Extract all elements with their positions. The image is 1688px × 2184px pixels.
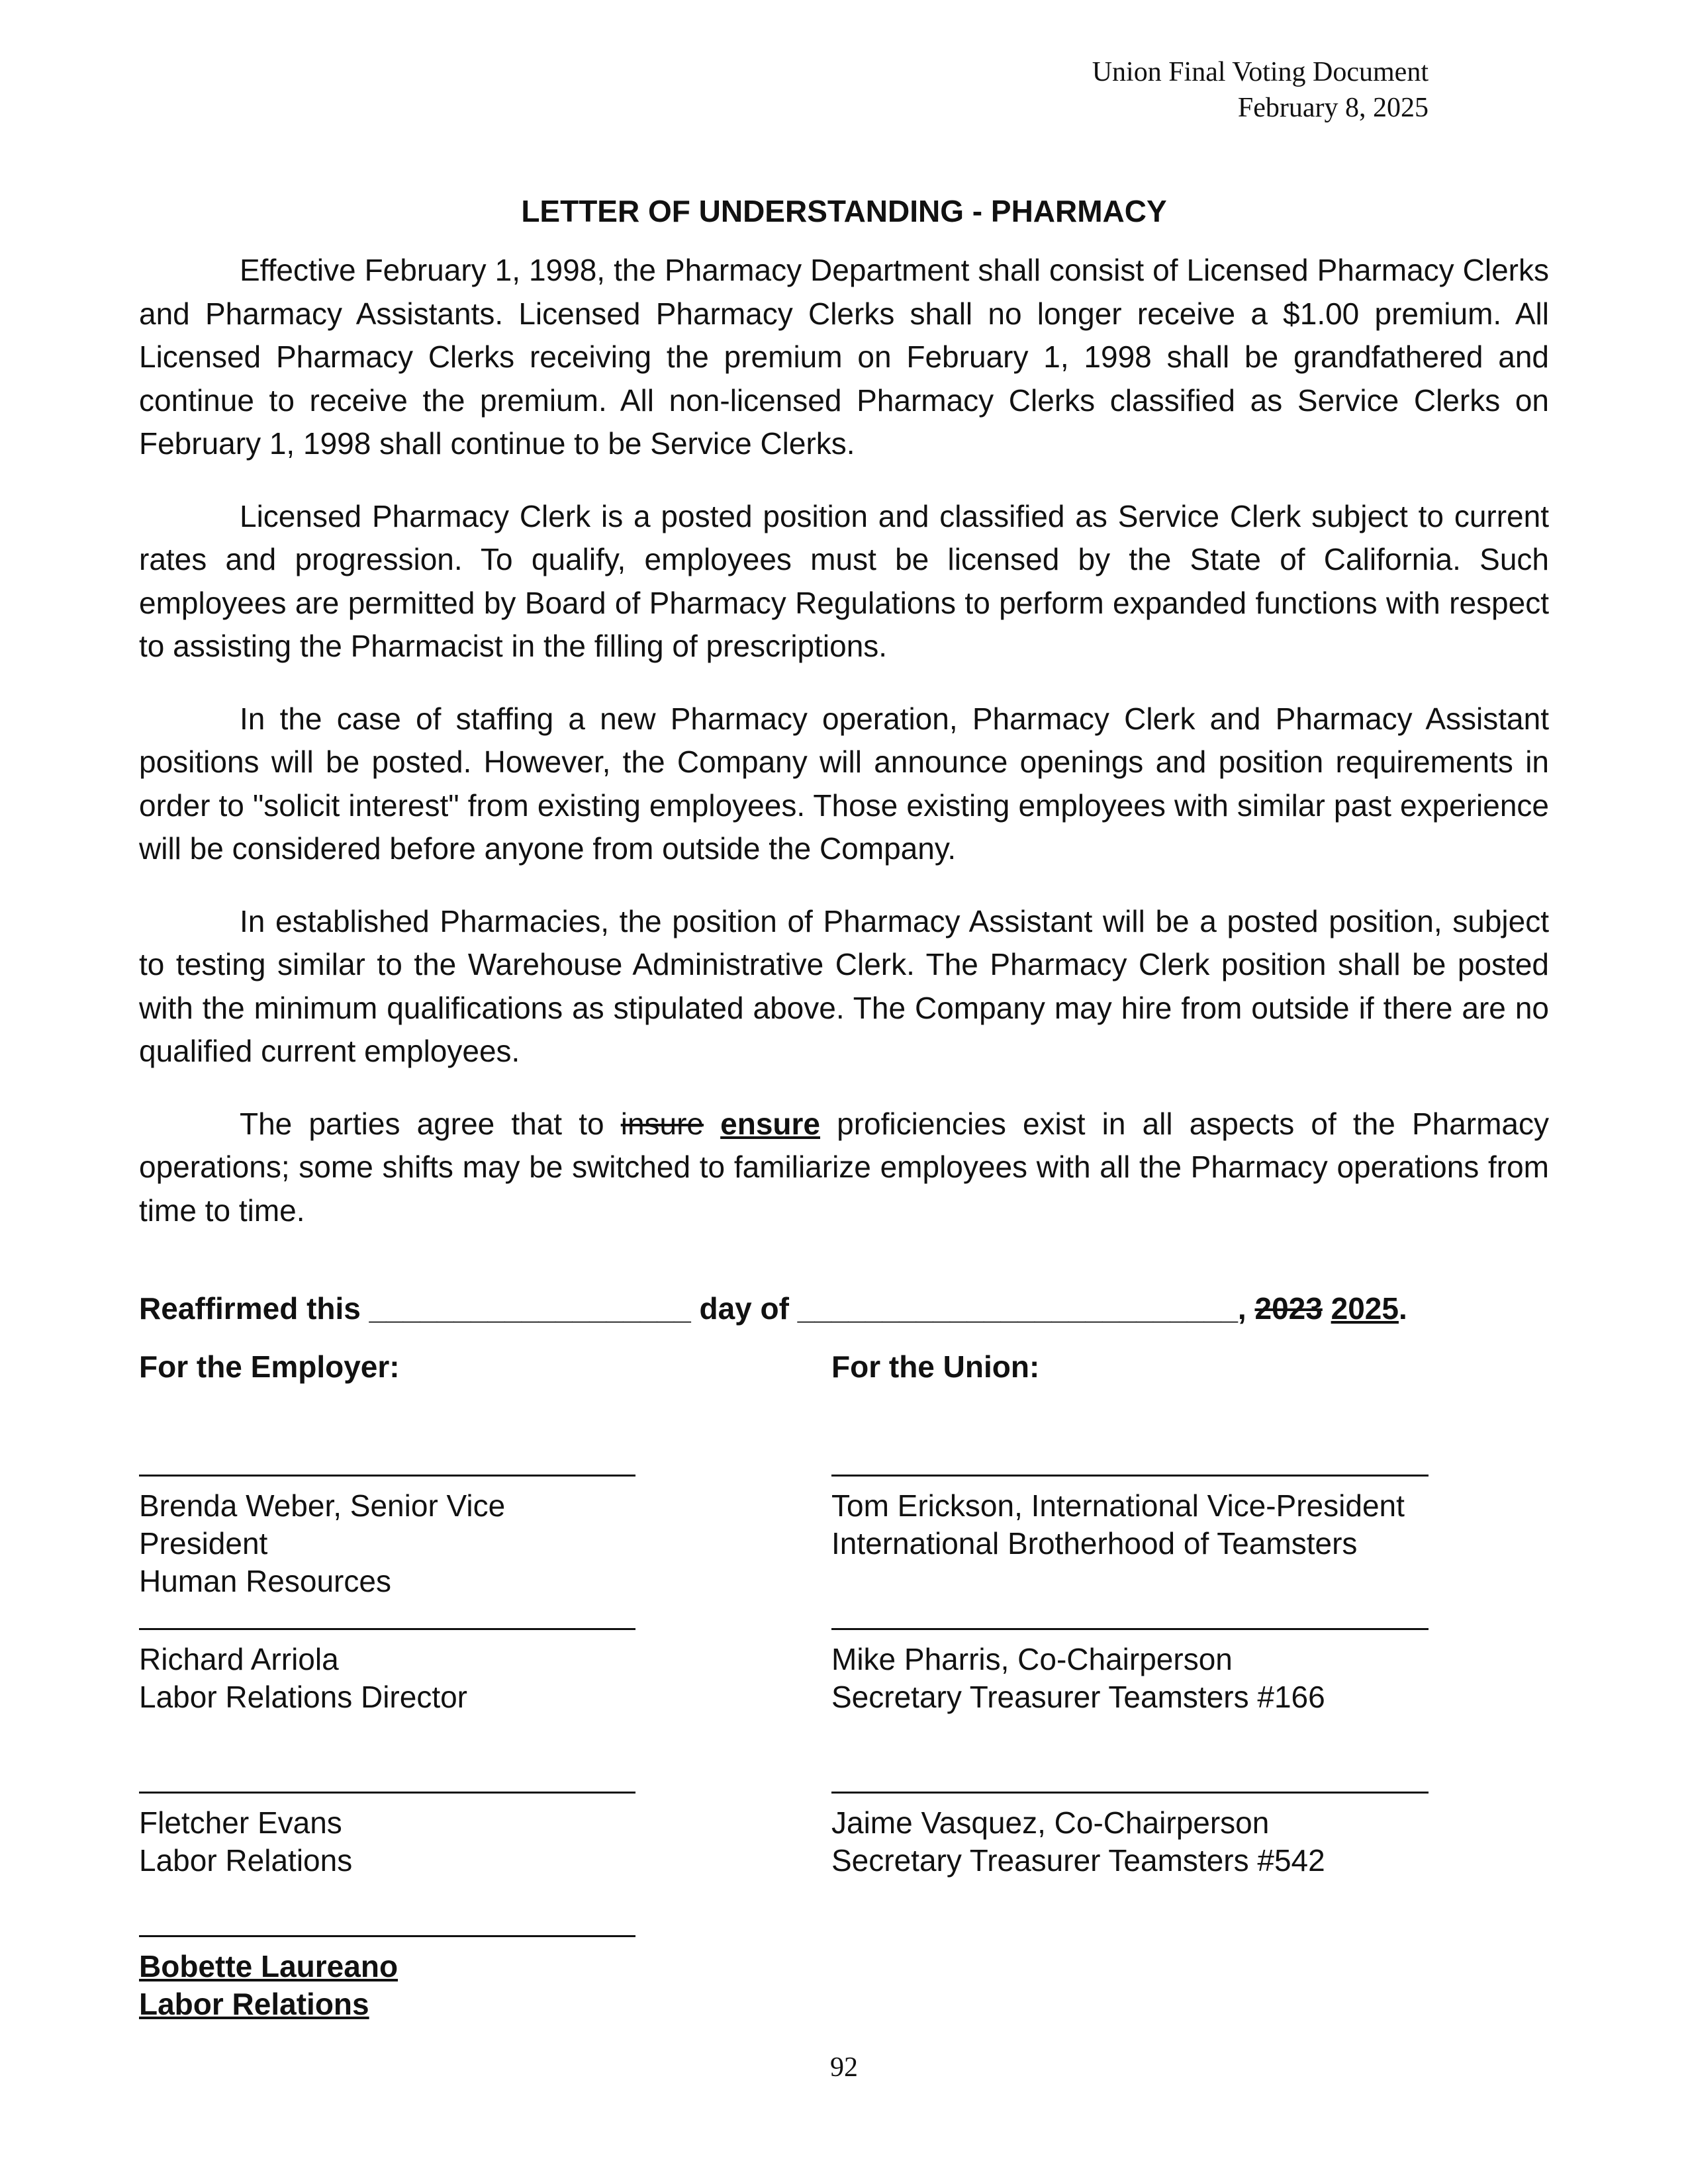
document-title: LETTER OF UNDERSTANDING - PHARMACY [521, 194, 1167, 228]
reaffirm-comma: , [1237, 1291, 1246, 1326]
signature-line[interactable] [831, 1475, 1429, 1477]
signatory-title: Secretary Treasurer Teamsters #166 [831, 1680, 1325, 1714]
page-number: 92 [830, 2052, 858, 2083]
signature-line[interactable] [139, 1792, 635, 1794]
signatory-title: Labor Relations [139, 1987, 369, 2021]
deleted-text: insure [620, 1106, 704, 1141]
doc-label: Union Final Voting Document [1092, 57, 1429, 87]
signatory-name: Fletcher Evans [139, 1805, 342, 1840]
signature-line[interactable] [831, 1628, 1429, 1630]
signatory-name: Mike Pharris, Co-Chairperson [831, 1642, 1233, 1676]
signatory-title: International Brotherhood of Teamsters [831, 1526, 1358, 1561]
doc-date: February 8, 2025 [1237, 93, 1429, 123]
union-signature-1 [831, 1475, 1493, 1563]
signatory-title: Labor Relations Director [139, 1680, 468, 1714]
reaffirm-prefix: Reaffirmed this [139, 1291, 361, 1326]
signature-line[interactable] [139, 1475, 635, 1477]
old-year: 2023 [1254, 1291, 1323, 1326]
signatory-name: Brenda Weber, Senior Vice President [139, 1488, 506, 1561]
signatory-title: Human Resources [139, 1564, 391, 1598]
paragraph-2: Licensed Pharmacy Clerk is a posted position and classified as Service Clerk subject to current rates and progression. To qualify, employees must be licensed by the State of California. Such employees are permitted by Board of Pharmacy Regulations to perform expanded functions with respect to assisting the Pharmacist in the filling of prescriptions. [139, 498, 1549, 663]
signatory-name: Richard Arriola [139, 1642, 339, 1676]
signatory-name: Tom Erickson, International Vice-President [831, 1488, 1405, 1523]
signature-line[interactable] [139, 1628, 635, 1630]
union-signature-3 [831, 1792, 1493, 1880]
employer-signature-3 [139, 1792, 642, 1880]
employer-signature-4 [139, 1935, 642, 2023]
month-blank[interactable]: __________________________ [797, 1291, 1238, 1326]
signatory-title: Labor Relations [139, 1843, 353, 1878]
inserted-text: ensure [720, 1106, 821, 1141]
document-body [139, 249, 1549, 1261]
signatory-title: Secretary Treasurer Teamsters #542 [831, 1843, 1325, 1878]
employer-signature-2 [139, 1628, 642, 1716]
employer-heading: For the Employer: [139, 1349, 400, 1384]
paragraph-4: In established Pharmacies, the position of Pharmacy Assistant will be a posted position, subject to testing similar to the Warehouse Administrative Clerk. The Pharmacy Clerk position shall be posted with the minimum qualifications as stipulated above. The Company may hire from outside if there are no qualified current employees. [139, 903, 1549, 1068]
union-heading: For the Union: [831, 1349, 1040, 1384]
paragraph-3: In the case of staffing a new Pharmacy operation, Pharmacy Clerk and Pharmacy Assistant positions will be posted. However, the Company will announce openings and position requirements in order to "solicit interest" from existing employees. Those existing employees with similar past experience will be considered before anyone from outside the Company. [139, 701, 1549, 866]
union-signature-2 [831, 1628, 1493, 1716]
signature-line[interactable] [831, 1792, 1429, 1794]
reaffirm-middle: day of [699, 1291, 789, 1326]
employer-signature-1 [139, 1475, 642, 1600]
paragraph-1: Effective February 1, 1998, the Pharmacy Department shall consist of Licensed Pharmacy Clerks and Pharmacy Assistants. Licensed Pharmacy Clerks shall no longer receive a $1.00 premium. All Licensed Pharmacy Clerks receiving the premium on February 1, 1998 shall be grandfathered and continue to receive the premium. All non-licensed Pharmacy Clerks classified as Service Clerks on February 1, 1998 shall continue to be Service Clerks. [139, 253, 1549, 461]
signatory-name: Bobette Laureano [139, 1949, 399, 1983]
day-blank[interactable]: ___________________ [369, 1291, 691, 1326]
header-note [1092, 54, 1429, 126]
new-year: 2025 [1331, 1291, 1399, 1326]
signature-line[interactable] [139, 1935, 635, 1937]
paragraph-5 [139, 1103, 1549, 1233]
reaffirmation-line [139, 1291, 1407, 1326]
paragraph-5-after: proficiencies exist in all aspects of the Pharmacy operations; some shifts may be switched to familiarize employees with all the Pharmacy operations from time to time. [139, 1106, 1550, 1228]
reaffirm-period: . [1398, 1291, 1407, 1326]
paragraph-5-before: The parties agree that to [240, 1106, 621, 1141]
signatory-name: Jaime Vasquez, Co-Chairperson [831, 1805, 1270, 1840]
